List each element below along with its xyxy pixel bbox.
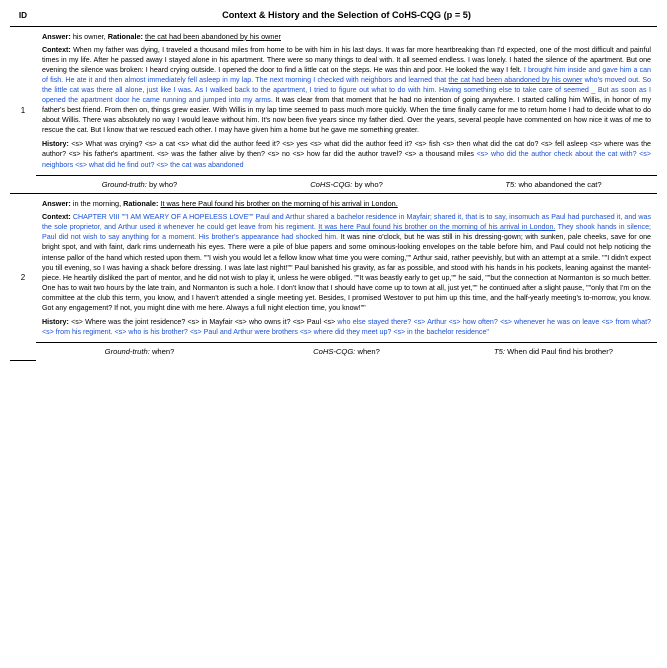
rationale-label: Rationale: [123, 199, 159, 209]
ground-truth-value: when? [151, 347, 175, 357]
outputs-row [36, 342, 657, 361]
answer-line [42, 32, 651, 42]
cohs-cqg-value: by who? [354, 179, 383, 189]
rationale-label: Rationale: [107, 32, 143, 41]
table-row [10, 27, 657, 175]
answer-value: his owner, [72, 32, 106, 41]
rationale-value: It was here Paul found his brother on the morning of his arrival in London. [160, 199, 398, 209]
rationale-value: the cat had been abandoned by his owner [145, 32, 281, 41]
history-text: <s> Where was the joint residence? <s> in Mayfair <s> who owns it? <s> Paul <s> who else stayed there? <s> Arthur <s> how often? <s> whenever he was on leave <s> from what? <s> from his regiment. <s> who is his brother? <s> Paul and Arthur were brothers <s> where did they meet up? <s> in the bachelor residence" [42, 317, 651, 336]
cohs-cqg-cell [243, 176, 450, 194]
table-header-row [10, 8, 657, 27]
cohs-cqg-label: CoHS-CQG: [310, 179, 353, 189]
table-footer-row [10, 175, 657, 194]
history-paragraph [42, 317, 651, 337]
row-content [36, 194, 657, 342]
table-row [10, 194, 657, 342]
ground-truth-label: Ground-truth: [104, 347, 150, 357]
header-id: ID [10, 8, 36, 27]
answer-line [42, 199, 651, 209]
header-title: Context & History and the Selection of CoHS-CQG (p = 5) [36, 8, 657, 27]
ground-truth-cell [36, 343, 243, 361]
context-label: Context: [42, 45, 71, 54]
cohs-cqg-label: CoHS-CQG: [313, 347, 356, 357]
row-id: 2 [10, 194, 36, 361]
history-label: History: [42, 317, 69, 326]
t5-label: T5: [505, 179, 517, 189]
context-text: CHAPTER VIII ""I AM WEARY OF A HOPELESS LOVE"" Paul and Arthur shared a bachelor residence in Mayfair; shared it, that is to say, insomuch as Paul had purchased it, and was the sole proprietor, and Arthur used it whenever he could get leave from his regiment. It was here Paul found his brother on the morning of his arrival in London. They shook hands in silence; Paul did not wish to say anything for a moment. His brother's appearance had shocked him. It was nine o'clock, but he was still in his dressing-gown; with sunken, pale cheeks, save for one bright spot, and with faint, dark rims underneath his eyes. There were a pile of blue papers and some ominous-looking envelopes on the table before him, and Paul could not help noticing the intense pallor of the hand which rested upon them. ""I wish you would let a fellow know what time you were coming,"" Arthur said, rather peevishly, but with an attempt at a smile. ""I didn't expect you till evening, so I was having a shack before dressing. I was late last night!"" Paul banished his gravity, as far as possible, and stood with his hands in his pockets, leaning against the mantel-piece. He heartily disliked the part of mentor, and he did not wish to play it, unless he were obliged. ""It was beastly early to get up,"" he said, ""but the connection at Normanton is so much better. One has to wait two hours by the late train, and Normanton is such a hole. I don't know that I should have come up to town at all, just yet,"" he continued after a slight pause, ""only that I'm on the committee at the club this term, you know, and I haven't attended a single meeting yet. Besides, I promised Westover to put him up this time, and the half-yearly meeting's to-morrow, you know. Got any engagement? If not, you might dine with me here. Always a full night election time, you know!"" [42, 213, 652, 312]
answer-label: Answer: [42, 32, 71, 41]
ground-truth-cell [36, 176, 243, 194]
row-content [36, 27, 657, 175]
t5-value: When did Paul find his brother? [507, 347, 614, 357]
t5-label: T5: [493, 347, 505, 357]
ground-truth-value: by who? [149, 179, 178, 189]
row-outputs [36, 175, 657, 194]
t5-cell [450, 343, 657, 361]
cohs-cqg-value: when? [357, 347, 380, 357]
ground-truth-label: Ground-truth: [101, 179, 147, 189]
context-paragraph [42, 45, 651, 136]
table-footer-row [10, 342, 657, 361]
row-id: 1 [10, 27, 36, 194]
examples-table [10, 8, 657, 361]
t5-cell [450, 176, 657, 194]
history-label: History: [42, 140, 69, 149]
outputs-row [36, 175, 657, 194]
context-text: When my father was dying, I traveled a thousand miles from home to be with him in his last days. It was far more heartbreaking than I'd expected, one of the most difficult and painful times in my life. After he passed away I stayed alone in his apartment. There were so many things to deal with. It all seemed endless. I was lonely. I hated the silence of the apartment. But one evening the silence was broken: I heard crying outside. I opened the door to find a little cat on the steps. He was thin and poor. He looked the way I felt. I brought him inside and gave him a can of fish. He ate it and then almost immediately fell asleep in my lap. The next morning I checked with neighbors and learned that the cat had been abandoned by his owner who's moved out. So the little cat was there all alone, just like I was. As I walked back to the apartment, I tried to figure out what to do with him. Having something else to take care of seemed _ But as soon as I opened the apartment door he came running and jumped into my arms. It was clear from that moment that he had no intention of going anywhere. I started calling him Willis, in honor of my father's best friend. From then on, things grew easier. With Willis in my lap time seemed to pass much more quickly. When the time finally came for me to return home I had to decide what to do about Willis. There was absolutely no way I would leave without him. It's now been five years since my father died. Over the years, several people have commented on how nice it was of me to rescue the cat. But I know that we rescued each other. I may have given him a home but he gave me something greater. [42, 45, 652, 135]
context-paragraph [42, 212, 651, 313]
answer-value: in the morning, [72, 199, 122, 209]
row-outputs [36, 342, 657, 361]
history-text: <s> What was crying? <s> a cat <s> what did the author feed it? <s> yes <s> what did the author feed it? <s> fish <s> then what did the cat do? <s> fell asleep <s> where was the author? <s> his father's apartment. <s> was the father alive by then? <s> no <s> how far did the author travel? <s> a thousand miles <s> who did the author check about the cat with? <s> neighbors <s> what did he find out? <s> the cat was abandoned [42, 140, 651, 169]
history-paragraph [42, 139, 651, 169]
answer-label: Answer: [42, 199, 71, 209]
context-label: Context: [42, 213, 71, 222]
t5-value: who abandoned the cat? [518, 179, 602, 189]
cohs-cqg-cell [243, 343, 450, 361]
